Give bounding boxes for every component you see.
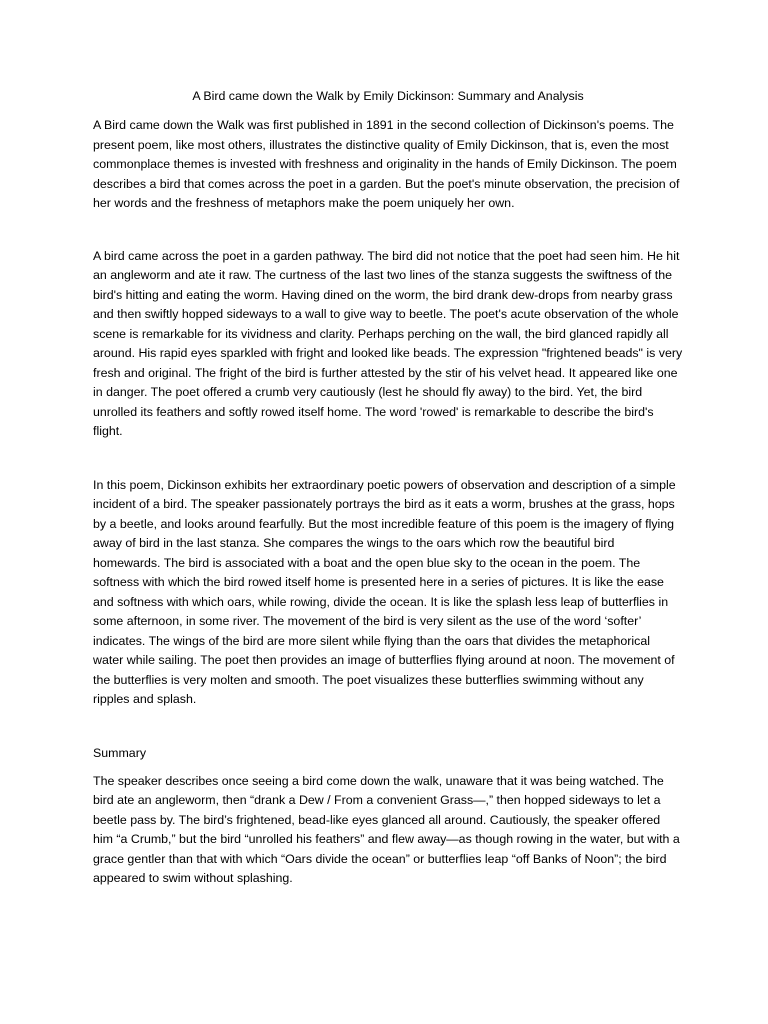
paragraph-description: A bird came across the poet in a garden pathway. The bird did not notice that the poet had seen him. He hit an angleworm and ate it raw. The curtness of the last two lines of the stanza suggests the swiftness of the bird's hitting and eating the worm. Having dined on the worm, the bird drank dew-drops from nearby grass and then swiftly hopped sideways to a wall to give way to beetle. The poet's acute observation of the whole scene is remarkable for its vividness and clarity. Perhaps perching on the wall, the bird glanced rapidly all around. His rapid eyes sparkled with fright and looked like beads. The expression "frightened beads" is very fresh and original. The fright of the bird is further attested by the stir of his velvet head. It appeared like one in danger. The poet offered a crumb very cautiously (lest he should fly away) to the bird. Yet, the bird unrolled its feathers and softly rowed itself home. The word 'rowed' is remarkable to describe the bird's flight. [93, 248, 683, 438]
paragraph-analysis: In this poem, Dickinson exhibits her extraordinary poetic powers of observation and description of a simple incident of a bird. The speaker passionately portrays the bird as it eats a worm, brushes at the grass, hops by a beetle, and looks around fearfully. But the most incredible feature of this poem is the imagery of flying away of bird in the last stanza. She compares the wings to the oars which row the beautiful bird homewards. The bird is associated with a boat and the open blue sky to the ocean in the poem. The softness with which the bird rowed itself home is presented here in a series of pictures. It is like the ease and softness with which oars, while rowing, divide the ocean. It is like the splash less leap of butterflies in some afternoon, in some river. The movement of the bird is very silent as the use of the word ‘softer’ indicates. The wings of the bird are more silent while flying than the oars that divides the metaphorical water while sailing. The poet then provides an image of butterflies flying around at noon. The movement of the butterflies is very molten and smooth. The poet visualizes these butterflies swimming without any ripples and splash. [93, 477, 676, 706]
document-page [93, 86, 683, 889]
document-title: A Bird came down the Walk by Emily Dickinson: Summary and Analysis [192, 89, 584, 103]
paragraph-introduction: A Bird came down the Walk was first published in 1891 in the second collection of Dickinson's poems. The present poem, like most others, illustrates the distinctive quality of Emily Dickinson, that is, even the most commonplace themes is invested with freshness and originality in the hands of Emily Dickinson. The poem describes a bird that comes across the poet in a garden. But the poet's minute observation, the precision of her words and the freshness of metaphors make the poem uniquely her own. [93, 118, 680, 210]
summary-paragraph: The speaker describes once seeing a bird come down the walk, unaware that it was being watched. The bird ate an angleworm, then “drank a Dew / From a convenient Grass—,” then hopped sideways to let a beetle pass by. The bird’s frightened, bead-like eyes glanced all around. Cautiously, the speaker offered him “a Crumb,” but the bird “unrolled his feathers” and flew away—as though rowing in the water, but with a grace gentler than that with which “Oars divide the ocean” or butterflies leap “off Banks of Noon”; the bird appeared to swim without splashing. [93, 773, 680, 885]
summary-heading: Summary [93, 745, 147, 760]
